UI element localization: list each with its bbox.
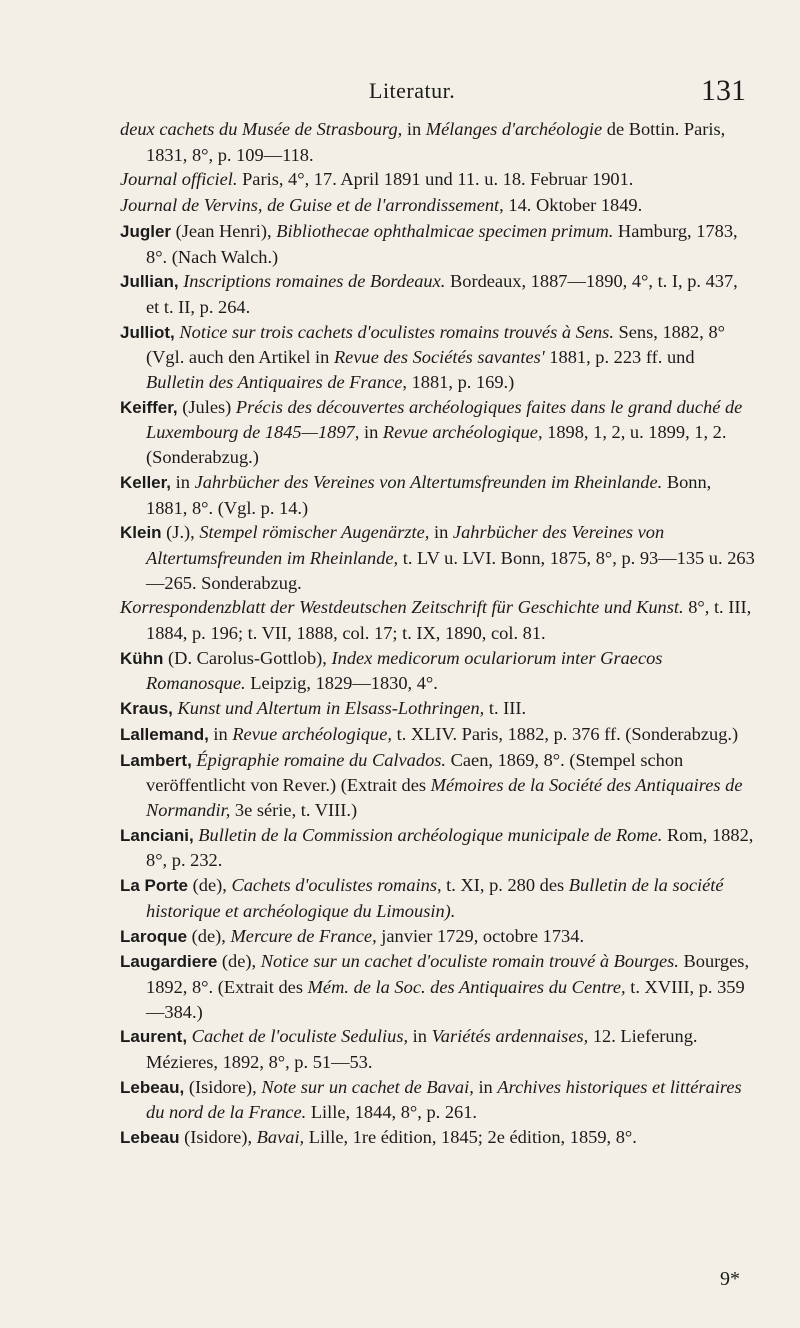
entry-author: Jullian,	[120, 272, 179, 292]
entry-text: Rom, 1882, 8°, p. 232.	[146, 824, 754, 871]
entry-title-italic: Inscriptions romaines de Bordeaux.	[183, 271, 446, 292]
entry-text: in	[429, 522, 453, 543]
entry-text: 8°, t. III, 1884, p. 196; t. VII, 1888, col. 17; t. IX, 1890, col. 81.	[146, 597, 752, 644]
entry-title-italic: Note sur un cachet de Bavai,	[261, 1076, 474, 1097]
entry-author: Laurent,	[120, 1027, 188, 1047]
running-head: Literatur.	[369, 78, 456, 103]
entry-text: Lille, 1re édition, 1845; 2e édition, 1859, 8°.	[304, 1127, 637, 1148]
entry-title-italic: deux cachets du Musée de Strasbourg,	[120, 119, 403, 139]
entry-title-italic: Bulletin des Antiquaires de France,	[146, 372, 407, 393]
entry-text: Bonn, 1881, 8°. (Vgl. p. 14.)	[146, 471, 712, 518]
entry-author: Lebeau	[120, 1128, 180, 1148]
entry-title-italic: Revue des Sociétés savantes'	[333, 347, 545, 368]
bibliography-entry	[120, 520, 755, 595]
entry-author: Keiffer,	[120, 397, 178, 417]
entry-text: (Isidore),	[184, 1076, 262, 1097]
entry-text: Paris, 4°, 17. April 1891 und 11. u. 18. Februar 1901.	[237, 169, 634, 190]
entry-text: Sens, 1882, 8° (Vgl. auch den Artikel in	[146, 321, 725, 368]
entry-text: in	[208, 723, 233, 744]
entry-title-italic: Cachet de l'oculiste Sedulius,	[191, 1026, 409, 1047]
entry-title-italic: Bavai,	[256, 1127, 305, 1148]
entry-title-italic: Archives historiques et littéraires du nord de la France.	[146, 1076, 742, 1123]
bibliography-entry	[120, 949, 755, 1024]
bibliography-entry	[120, 823, 755, 873]
entry-title-italic: Revue archéologique,	[232, 723, 392, 744]
entry-text: (Jules)	[177, 396, 236, 417]
bibliography-entry	[120, 193, 755, 219]
entry-author: Kühn	[120, 648, 164, 668]
bibliography-entry	[120, 117, 755, 167]
bibliography-entry	[120, 1024, 755, 1074]
bibliography-entry	[120, 1075, 755, 1125]
entry-text: (de),	[188, 875, 232, 896]
entry-text: (Jean Henri),	[171, 220, 277, 241]
entry-title-italic: Stempel römischer Augenärzte,	[199, 522, 430, 543]
bibliography-entry	[120, 722, 755, 748]
entry-text: Bordeaux, 1887—1890, 4°, t. I, p. 437, et t. II, p. 264.	[146, 271, 738, 317]
entry-title-italic: Bibliothecae ophthalmicae specimen primum.	[276, 220, 614, 241]
entry-text: 14. Oktober 1849.	[503, 195, 643, 216]
entry-text: t. III.	[484, 698, 527, 719]
entry-author: La Porte	[120, 876, 189, 896]
entry-author: Keller,	[120, 472, 172, 492]
entry-text: Bourges, 1892, 8°. (Extrait des	[146, 951, 750, 997]
entry-title-italic: Revue archéologique,	[382, 422, 543, 443]
bibliography-entry	[120, 269, 755, 319]
entry-text: Hamburg, 1783, 8°. (Nach Walch.)	[146, 220, 738, 267]
entry-text: Lille, 1844, 8°, p. 261.	[306, 1102, 478, 1123]
entry-author: Laugardiere	[120, 952, 218, 972]
entry-title-italic: Korrespondenzblatt der Westdeutschen Zeitschrift für Geschichte und Kunst.	[120, 597, 684, 618]
entry-title-italic: Bulletin de la société historique et archéologique du Limousin).	[146, 875, 724, 921]
page-number: 131	[701, 74, 746, 107]
entry-title-italic: Kunst und Altertum in Elsass-Lothringen,	[177, 698, 485, 719]
entry-text: t. XLIV. Paris, 1882, p. 376 ff. (Sonderabzug.)	[392, 723, 739, 744]
entry-text: in	[171, 471, 195, 492]
bibliography-entry	[120, 646, 755, 696]
entry-text: t. LV u. LVI. Bonn, 1875, 8°, p. 93—135 u. 263—265. Sonderabzug.	[146, 547, 755, 593]
entry-text: Caen, 1869, 8°. (Stempel schon veröffentlicht von Rever.) (Extrait des	[146, 749, 684, 796]
entry-author: Klein	[120, 523, 162, 543]
bibliography-entry	[120, 1125, 755, 1151]
entry-title-italic: Notice sur un cachet d'oculiste romain trouvé à Bourges.	[260, 951, 679, 972]
entry-text: (D. Carolus-Gottlob),	[163, 647, 332, 668]
entry-title-italic: Mercure de France,	[230, 925, 377, 946]
bibliography-entry	[120, 219, 755, 269]
entry-title-italic: Journal officiel.	[120, 169, 238, 190]
bibliography-list	[120, 117, 755, 1151]
entry-text: in	[402, 119, 426, 139]
entry-text: 1881, p. 169.)	[407, 372, 515, 393]
entry-text: (Isidore),	[179, 1127, 257, 1148]
entry-text: (de),	[187, 925, 231, 946]
entry-text: (de),	[217, 951, 261, 972]
entry-title-italic: Variétés ardennaises,	[431, 1026, 589, 1047]
entry-author: Jugler	[120, 221, 172, 241]
entry-text: in	[473, 1076, 498, 1097]
entry-author: Laroque	[120, 926, 188, 946]
entry-text: t. XI, p. 280 des	[441, 875, 569, 896]
entry-title-italic: Mélanges d'archéologie	[425, 119, 603, 139]
bibliography-entry	[120, 696, 755, 722]
entry-title-italic: Précis des découvertes archéologiques faites dans le grand duché de Luxembourg de 1845—1897,	[146, 396, 743, 443]
entry-title-italic: Jahrbücher des Vereines von Altertumsfreunden im Rheinlande,	[146, 522, 665, 568]
entry-title-italic: Journal de Vervins, de Guise et de l'arrondissement,	[120, 195, 504, 216]
entry-author: Julliot,	[120, 322, 175, 342]
bibliography-entry	[120, 873, 755, 923]
bibliography-entry	[120, 470, 755, 520]
entry-title-italic: Mém. de la Soc. des Antiquaires du Centre,	[307, 976, 626, 997]
entry-title-italic: Mémoires de la Société des Antiquaires de Normandir,	[146, 775, 743, 820]
entry-title-italic: Notice sur trois cachets d'oculistes romains trouvés à Sens.	[179, 321, 614, 342]
entry-text: in	[408, 1026, 432, 1047]
entry-title-italic: Index medicorum oculariorum inter Graecos Romanosque.	[146, 647, 663, 694]
bibliography-entry	[120, 320, 755, 395]
entry-text: 1898, 1, 2, u. 1899, 1, 2. (Sonderabzug.)	[146, 422, 727, 468]
entry-author: Kraus,	[120, 699, 173, 719]
bibliography-entry	[120, 924, 755, 950]
page-header	[0, 74, 800, 114]
entry-text: 1881, p. 223 ff. und	[544, 347, 695, 368]
entry-title-italic: Bulletin de la Commission archéologique municipale de Rome.	[198, 824, 663, 845]
printer-signature: 9*	[720, 1268, 740, 1290]
bibliography-entry	[120, 395, 755, 470]
entry-text: 12. Lieferung. Mézieres, 1892, 8°, p. 51—53.	[146, 1026, 698, 1073]
entry-text: (J.),	[161, 522, 200, 543]
bibliography-entry	[120, 167, 755, 193]
entry-text: 3e série, t. VIII.)	[230, 799, 358, 820]
entry-author: Lebeau,	[120, 1077, 185, 1097]
entry-title-italic: Jahrbücher des Vereines von Altertumsfreunden im Rheinlande.	[194, 471, 663, 492]
entry-author: Lallemand,	[120, 724, 209, 744]
entry-title-italic: Cachets d'oculistes romains,	[231, 875, 442, 896]
entry-text: Leipzig, 1829—1830, 4°.	[245, 673, 438, 694]
entry-author: Lanciani,	[120, 825, 194, 845]
entry-text: t. XVIII, p. 359—384.)	[146, 976, 745, 1022]
bibliography-entry	[120, 595, 755, 645]
entry-text: janvier 1729, octobre 1734.	[376, 925, 585, 946]
entry-author: Lambert,	[120, 750, 192, 770]
entry-text: de Bottin. Paris, 1831, 8°, p. 109—118.	[146, 119, 726, 165]
entry-title-italic: Épigraphie romaine du Calvados.	[196, 749, 447, 770]
bibliography-entry	[120, 748, 755, 823]
entry-text: in	[359, 422, 383, 443]
